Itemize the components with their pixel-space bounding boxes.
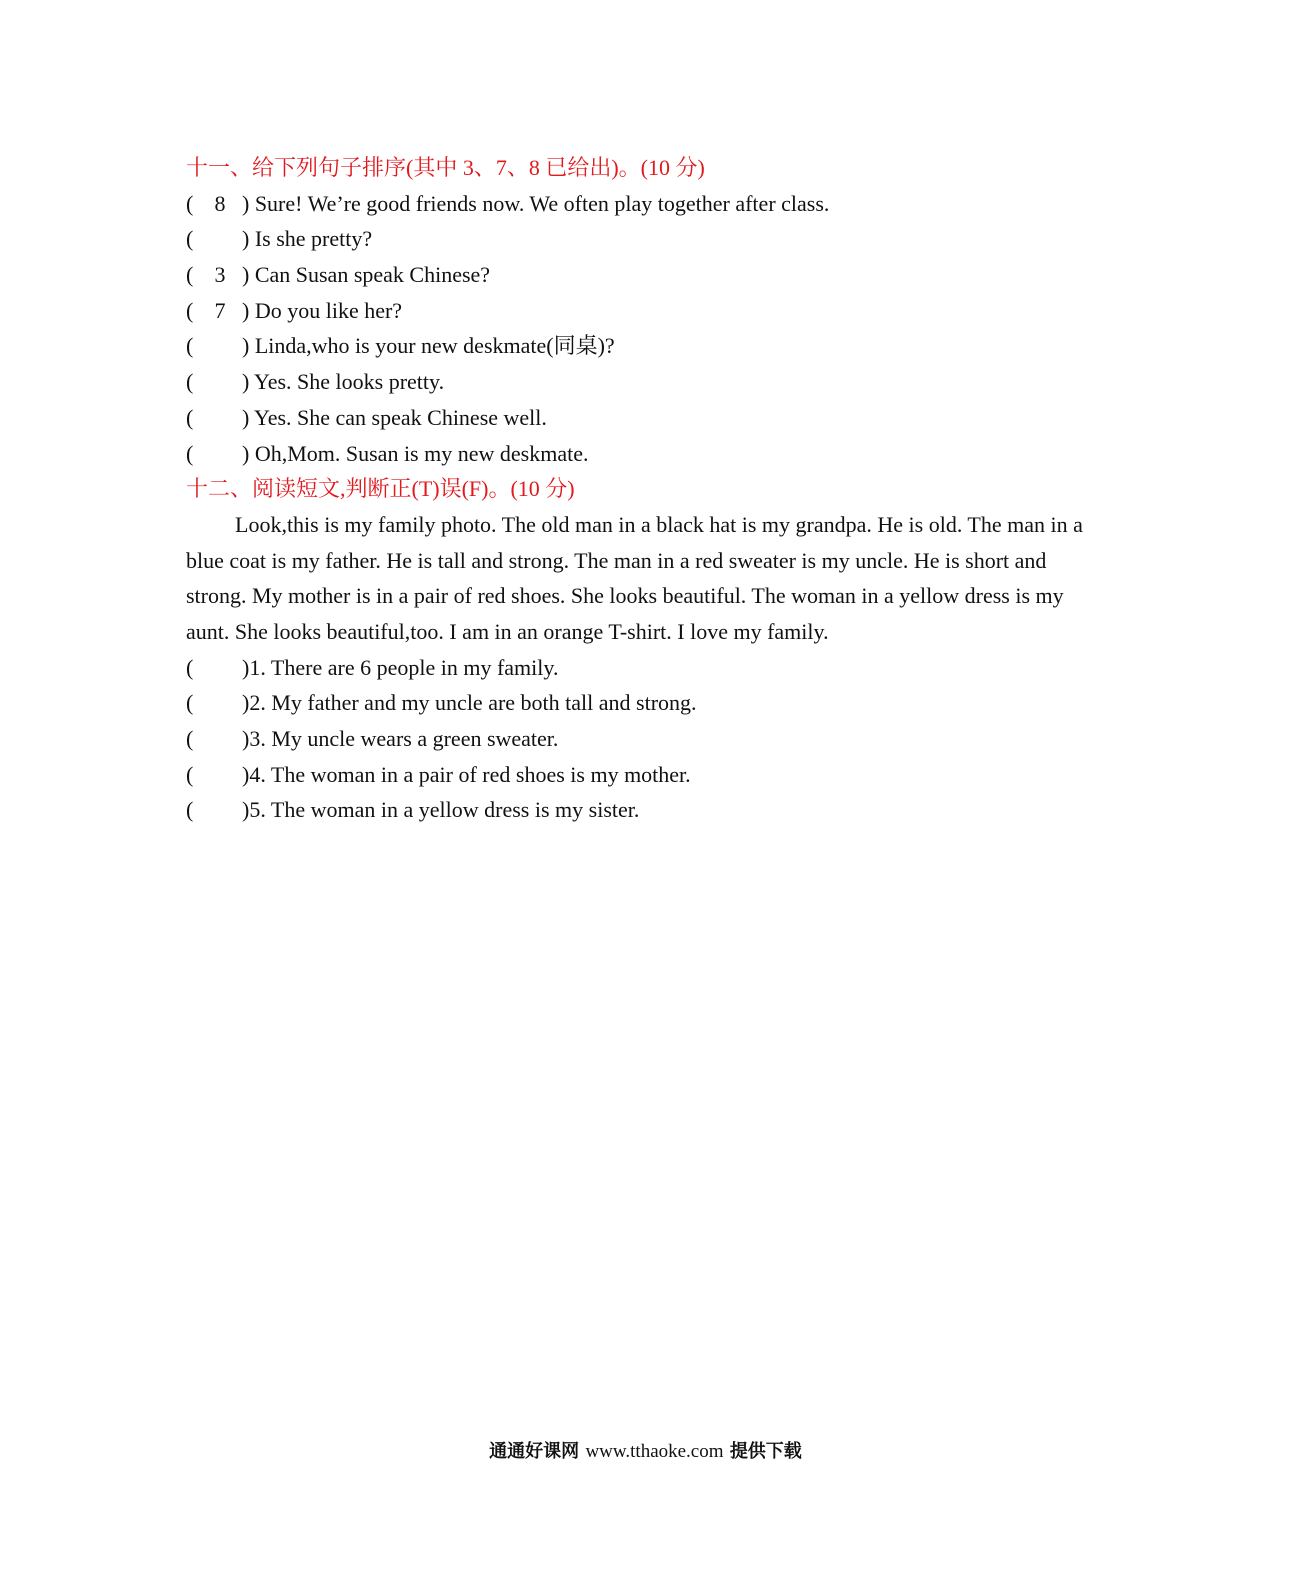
true-false-item — [186, 757, 1086, 793]
true-false-item — [186, 792, 1086, 828]
answer-paren: ( — [186, 797, 194, 823]
sentence-text: ) Yes. She can speak Chinese well. — [242, 404, 547, 430]
answer-paren: ( — [186, 297, 194, 323]
answer-paren: ( — [186, 226, 194, 252]
statement-text: )3. My uncle wears a green sweater. — [242, 726, 559, 752]
answer-paren: ( — [186, 726, 194, 752]
sentence-text: ) Yes. She looks pretty. — [242, 369, 445, 395]
ordering-item — [186, 221, 1086, 257]
statement-text: )2. My father and my uncle are both tall and strong. — [242, 690, 697, 716]
sentence-text: ) Linda,who is your new deskmate(同桌)? — [242, 333, 615, 359]
true-false-item — [186, 650, 1086, 686]
footer-url[interactable]: www.tthaoke.com — [585, 1441, 724, 1462]
page-footer — [0, 1437, 1291, 1467]
section-11-heading: 十一、给下列句子排序(其中 3、7、8 已给出)。(10 分) — [186, 155, 705, 180]
statement-text: )1. There are 6 people in my family. — [242, 654, 559, 680]
sentence-text: ) Can Susan speak Chinese? — [242, 262, 491, 288]
answer-paren: ( — [186, 761, 194, 787]
answer-paren: ( — [186, 190, 194, 216]
answer-paren: ( — [186, 333, 194, 359]
statement-text: )4. The woman in a pair of red shoes is my mother. — [242, 761, 691, 787]
ordering-item — [186, 293, 1086, 329]
reading-passage: Look,this is my family photo. The old man in a black hat is my grandpa. He is old. The man in a blue coat is my father. He is tall and strong. The man in a red sweater is my uncle. He is short and strong. My mother is in a pair of red shoes. She looks beautiful. The woman in a yellow dress is my aunt. She looks beautiful,too. I am in an orange T-shirt. I love my family. — [186, 511, 1083, 644]
footer-suffix: 提供下载 — [729, 1441, 802, 1462]
answer-blank[interactable]: 7 — [214, 297, 226, 323]
answer-paren: ( — [186, 262, 194, 288]
ordering-item — [186, 257, 1086, 293]
section-12-heading: 十二、阅读短文,判断正(T)误(F)。(10 分) — [186, 476, 575, 502]
section-12-list — [186, 650, 1086, 828]
answer-paren: ( — [186, 690, 194, 716]
true-false-item — [186, 721, 1086, 757]
answer-paren: ( — [186, 404, 194, 430]
sentence-text: ) Do you like her? — [242, 297, 403, 323]
answer-paren: ( — [186, 440, 194, 466]
ordering-item — [186, 328, 1086, 364]
ordering-item — [186, 400, 1086, 436]
sentence-text: ) Is she pretty? — [242, 226, 373, 252]
answer-paren: ( — [186, 369, 194, 395]
answer-blank[interactable]: 8 — [214, 190, 226, 216]
answer-blank[interactable]: 3 — [214, 262, 226, 288]
ordering-item — [186, 436, 1086, 472]
sentence-text: ) Sure! We’re good friends now. We often play together after class. — [242, 190, 830, 216]
statement-text: )5. The woman in a yellow dress is my sister. — [242, 797, 640, 823]
ordering-item — [186, 364, 1086, 400]
ordering-item — [186, 186, 1086, 222]
answer-paren: ( — [186, 654, 194, 680]
document-content — [186, 150, 1086, 828]
true-false-item — [186, 685, 1086, 721]
sentence-text: ) Oh,Mom. Susan is my new deskmate. — [242, 440, 589, 466]
section-11-list — [186, 186, 1086, 472]
footer-site-name: 通通好课网 — [489, 1441, 580, 1462]
